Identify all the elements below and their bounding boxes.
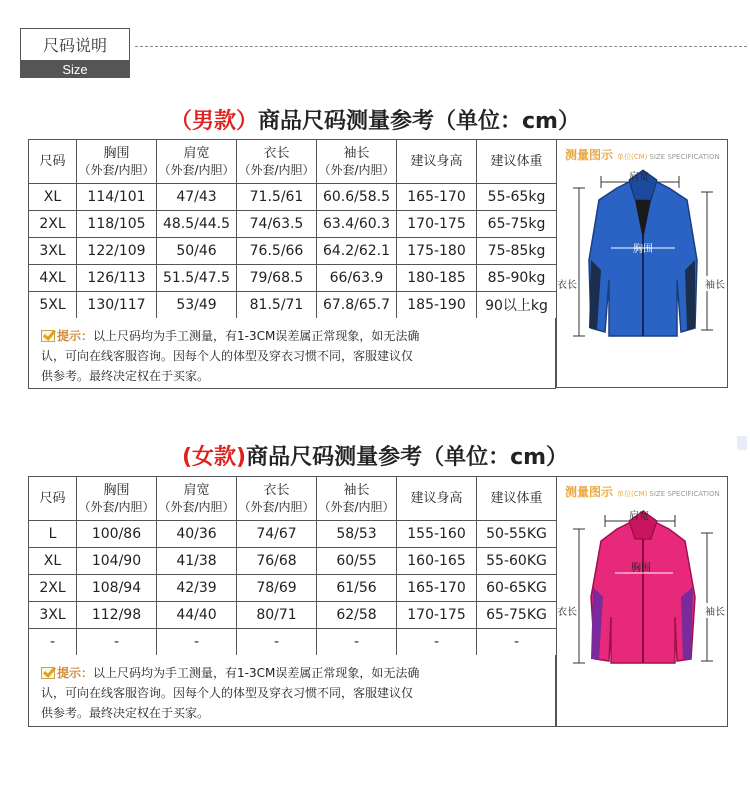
table-cell: 62/58 [317, 602, 397, 629]
table-cell: 65-75KG [477, 602, 557, 629]
table-row [29, 292, 557, 319]
women-column-subtitle: （外套/内胆） [318, 500, 395, 514]
men-table-header-row [29, 140, 557, 184]
table-cell: XL [29, 548, 77, 575]
table-cell: 2XL [29, 575, 77, 602]
men-column-header [397, 140, 477, 184]
table-cell: 60.6/58.5 [317, 184, 397, 211]
table-cell: 80/71 [237, 602, 317, 629]
men-column-title: 衣长 [263, 146, 290, 161]
table-cell: XL [29, 184, 77, 211]
women-label-sleeve: 袖长 [705, 603, 725, 618]
table-cell: 58/53 [317, 521, 397, 548]
table-cell: - [317, 629, 397, 656]
women-column-title: 肩宽 [183, 483, 210, 498]
table-cell: 74/63.5 [237, 211, 317, 238]
men-column-subtitle: （外套/内胆） [318, 163, 395, 177]
table-cell: 76.5/66 [237, 238, 317, 265]
women-column-header [77, 477, 157, 521]
women-title-rest: 商品尺码测量参考（单位：cm） [246, 445, 569, 470]
women-label-chest: 胸围 [631, 563, 651, 574]
table-row [29, 575, 557, 602]
women-table-header-row [29, 477, 557, 521]
table-cell: 90以上kg [477, 292, 557, 319]
men-column-header [157, 140, 237, 184]
table-cell: 51.5/47.5 [157, 265, 237, 292]
table-cell: 180-185 [397, 265, 477, 292]
table-cell: 100/86 [77, 521, 157, 548]
table-cell: 126/113 [77, 265, 157, 292]
men-column-title: 建议身高 [410, 154, 463, 169]
women-panel-title: 测量图示 [565, 485, 614, 499]
women-note [28, 655, 556, 727]
table-cell: 170-175 [397, 211, 477, 238]
women-panel-unit: 单位(CM) [617, 490, 648, 498]
table-row [29, 238, 557, 265]
women-column-header [397, 477, 477, 521]
header-divider [135, 46, 747, 47]
table-cell: 65-75kg [477, 211, 557, 238]
table-cell: 130/117 [77, 292, 157, 319]
table-cell: 42/39 [157, 575, 237, 602]
women-label-length: 衣长 [557, 603, 577, 618]
women-column-subtitle: （外套/内胆） [78, 500, 155, 514]
women-title-highlight: (女款) [181, 445, 247, 470]
men-column-subtitle: （外套/内胆） [78, 163, 155, 177]
men-note-line1: 以上尺码均为手工测量，有1-3CM误差属正常现象，如无法确 [93, 329, 420, 343]
men-section-title [0, 104, 750, 135]
men-column-title: 建议体重 [490, 154, 543, 169]
table-cell: 48.5/44.5 [157, 211, 237, 238]
table-cell: 79/68.5 [237, 265, 317, 292]
table-cell: 66/63.9 [317, 265, 397, 292]
women-measure-panel [556, 476, 728, 727]
table-cell: 118/105 [77, 211, 157, 238]
women-column-title: 建议体重 [490, 491, 543, 506]
table-cell: 114/101 [77, 184, 157, 211]
men-panel-title: 测量图示 [565, 148, 614, 162]
table-cell: - [29, 629, 77, 656]
table-cell: 85-90kg [477, 265, 557, 292]
table-cell: - [157, 629, 237, 656]
table-cell: 40/36 [157, 521, 237, 548]
women-column-title: 建议身高 [410, 491, 463, 506]
table-cell: 41/38 [157, 548, 237, 575]
women-column-header [29, 477, 77, 521]
men-title-highlight: （男款） [170, 109, 259, 134]
women-column-title: 胸围 [103, 483, 130, 498]
women-panel-spec: SIZE SPECIFICATION [649, 490, 720, 498]
men-note [28, 318, 556, 389]
table-cell: 175-180 [397, 238, 477, 265]
table-cell: 63.4/60.3 [317, 211, 397, 238]
men-note-line2: 认，可向在线客服咨询。因每个人的体型及穿衣习惯不同，客服建议仅 [41, 349, 414, 363]
table-cell: 185-190 [397, 292, 477, 319]
men-label-shoulder: 肩宽 [629, 172, 649, 183]
women-column-title: 尺码 [39, 491, 66, 506]
table-cell: 61/56 [317, 575, 397, 602]
table-cell: 155-160 [397, 521, 477, 548]
table-row [29, 521, 557, 548]
men-column-header [77, 140, 157, 184]
table-cell: L [29, 521, 77, 548]
table-cell: 170-175 [397, 602, 477, 629]
women-size-table [28, 476, 557, 656]
men-label-chest: 胸围 [633, 244, 653, 255]
women-section-title [0, 440, 750, 471]
women-column-header [157, 477, 237, 521]
table-cell: 71.5/61 [237, 184, 317, 211]
table-cell: 75-85kg [477, 238, 557, 265]
men-measure-panel [556, 139, 728, 388]
women-column-subtitle: （外套/内胆） [158, 500, 235, 514]
women-column-title: 衣长 [263, 483, 290, 498]
men-size-table [28, 139, 557, 319]
table-cell: 47/43 [157, 184, 237, 211]
table-cell: 122/109 [77, 238, 157, 265]
table-cell: 50/46 [157, 238, 237, 265]
table-cell: 44/40 [157, 602, 237, 629]
table-cell: 50-55KG [477, 521, 557, 548]
men-column-header [29, 140, 77, 184]
table-cell: 2XL [29, 211, 77, 238]
size-guide-header [20, 28, 130, 78]
table-cell: 74/67 [237, 521, 317, 548]
table-cell: 81.5/71 [237, 292, 317, 319]
checkmark-icon [41, 667, 55, 679]
table-cell: 76/68 [237, 548, 317, 575]
table-row [29, 629, 557, 656]
men-column-header [237, 140, 317, 184]
men-column-subtitle: （外套/内胆） [158, 163, 235, 177]
men-column-title: 胸围 [103, 146, 130, 161]
women-note-line1: 以上尺码均为手工测量，有1-3CM误差属正常现象，如无法确 [93, 666, 420, 680]
men-column-title: 肩宽 [183, 146, 210, 161]
men-panel-unit: 单位(CM) [617, 153, 648, 161]
women-column-header [477, 477, 557, 521]
men-column-subtitle: （外套/内胆） [238, 163, 315, 177]
table-cell: 165-170 [397, 575, 477, 602]
men-column-title: 袖长 [343, 146, 370, 161]
men-column-header [317, 140, 397, 184]
table-row [29, 184, 557, 211]
table-cell: 55-65kg [477, 184, 557, 211]
men-note-line3: 供参考。最终决定权在于买家。 [41, 369, 210, 383]
header-subtitle: Size [20, 60, 130, 78]
table-cell: 5XL [29, 292, 77, 319]
table-cell: 64.2/62.1 [317, 238, 397, 265]
table-cell: - [397, 629, 477, 656]
table-cell: 160-165 [397, 548, 477, 575]
women-note-line3: 供参考。最终决定权在于买家。 [41, 706, 210, 720]
table-cell: 108/94 [77, 575, 157, 602]
table-cell: 112/98 [77, 602, 157, 629]
table-cell: - [77, 629, 157, 656]
table-cell: 55-60KG [477, 548, 557, 575]
women-column-header [317, 477, 397, 521]
women-column-subtitle: （外套/内胆） [238, 500, 315, 514]
table-cell: 3XL [29, 238, 77, 265]
women-label-shoulder: 肩宽 [629, 511, 649, 522]
table-cell: 53/49 [157, 292, 237, 319]
table-row [29, 211, 557, 238]
table-cell: 3XL [29, 602, 77, 629]
table-cell: - [237, 629, 317, 656]
table-cell: 4XL [29, 265, 77, 292]
men-title-rest: 商品尺码测量参考（单位：cm） [258, 109, 580, 134]
women-note-tip: 提示： [57, 666, 94, 680]
checkmark-icon [41, 330, 55, 342]
men-label-sleeve: 袖长 [705, 276, 725, 291]
table-cell: 104/90 [77, 548, 157, 575]
men-label-length: 衣长 [557, 276, 577, 291]
table-row [29, 602, 557, 629]
men-column-title: 尺码 [39, 154, 66, 169]
table-cell: 165-170 [397, 184, 477, 211]
table-cell: 60-65KG [477, 575, 557, 602]
table-cell: 67.8/65.7 [317, 292, 397, 319]
table-row [29, 265, 557, 292]
table-cell: 60/55 [317, 548, 397, 575]
women-note-line2: 认，可向在线客服咨询。因每个人的体型及穿衣习惯不同，客服建议仅 [41, 686, 414, 700]
women-column-header [237, 477, 317, 521]
table-cell: 78/69 [237, 575, 317, 602]
women-jacket-icon [591, 511, 695, 663]
header-title: 尺码说明 [20, 28, 130, 60]
men-note-tip: 提示： [57, 329, 94, 343]
men-panel-spec: SIZE SPECIFICATION [649, 153, 720, 161]
table-cell: - [477, 629, 557, 656]
table-row [29, 548, 557, 575]
women-column-title: 袖长 [343, 483, 370, 498]
men-column-header [477, 140, 557, 184]
